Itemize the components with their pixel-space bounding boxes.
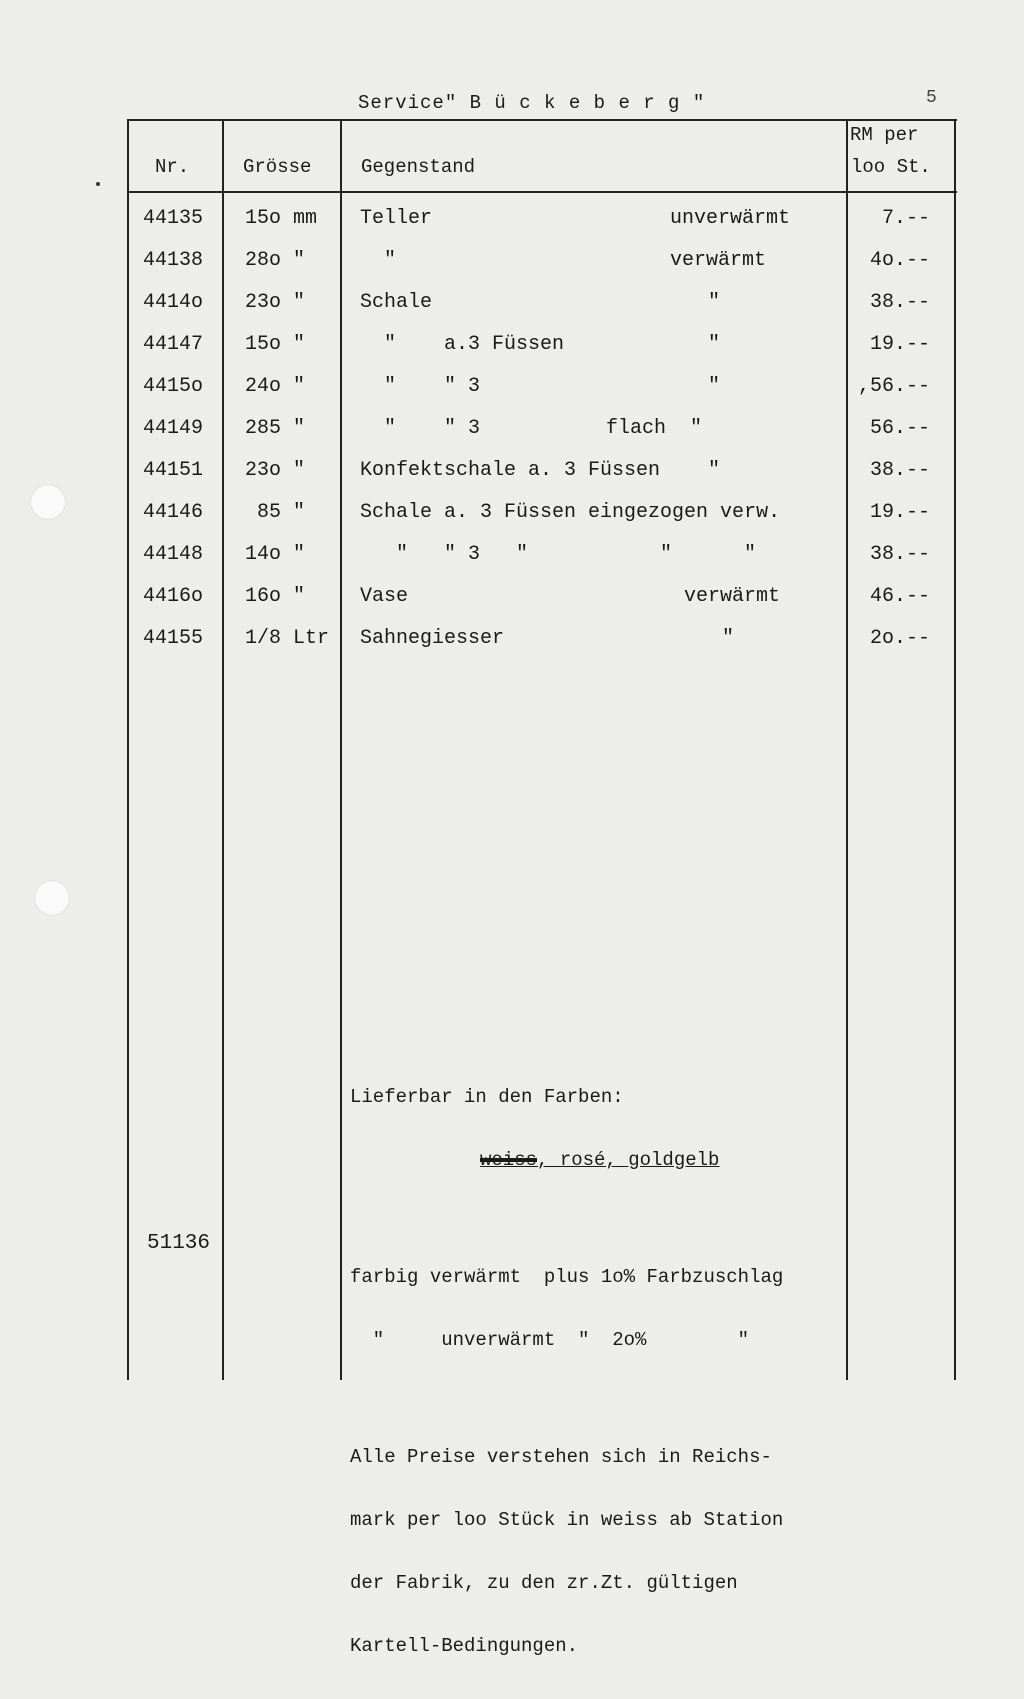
punch-hole: [34, 880, 70, 916]
item-price: 7.--: [881, 207, 930, 230]
item-name: " " 3: [372, 417, 481, 440]
colors-list: [350, 1150, 783, 1171]
item-price: 38.--: [869, 459, 930, 482]
colors-label: Lieferbar in den Farben:: [350, 1086, 624, 1108]
item-name: Vase: [360, 585, 409, 608]
item-price: ,56.--: [857, 375, 930, 398]
terms-line: Kartell-Bedingungen.: [350, 1635, 579, 1657]
item-number: 44135: [143, 207, 204, 230]
table-header-divider: [127, 191, 957, 193]
item-number: 4414o: [143, 291, 204, 314]
item-name: Teller: [360, 207, 433, 230]
page-title: Service" B ü c k e b e r g ": [358, 92, 706, 114]
item-number: 44149: [143, 417, 204, 440]
column-header-groesse: Grösse: [243, 156, 312, 178]
item-note: " ": [660, 543, 757, 566]
item-price: 38.--: [869, 291, 930, 314]
ink-speck: [96, 182, 100, 186]
item-size: 23o ": [245, 459, 306, 482]
item-size: 285 ": [245, 417, 306, 440]
item-price: 4o.--: [869, 249, 930, 272]
item-size: 15o mm: [245, 207, 318, 230]
item-price: 56.--: [869, 417, 930, 440]
column-header-price: RM per: [850, 124, 919, 146]
column-header-gegenstand: Gegenstand: [361, 156, 476, 178]
table-row: [0, 248, 1024, 290]
item-size: 14o ": [245, 543, 306, 566]
item-price: 19.--: [869, 333, 930, 356]
item-name: Schale a. 3 Füssen eingezogen verw.: [360, 501, 781, 524]
item-name: " a.3 Füssen: [372, 333, 565, 356]
colors-available: , rosé, goldgelb: [537, 1149, 720, 1171]
terms-line: Alle Preise verstehen sich in Reichs-: [350, 1446, 772, 1468]
item-number: 4416o: [143, 585, 204, 608]
column-header-price-unit: loo St.: [851, 156, 931, 178]
column-header-nr: Nr.: [155, 156, 190, 178]
terms-line: mark per loo Stück in weiss ab Station: [350, 1509, 784, 1531]
item-note: flach ": [606, 417, 703, 440]
item-number: 44147: [143, 333, 204, 356]
item-note: ": [708, 333, 721, 356]
item-note: ": [722, 627, 735, 650]
item-name: " " 3: [372, 375, 481, 398]
terms-line: der Fabrik, zu den zr.Zt. gültigen: [350, 1572, 738, 1594]
item-note: verwärmt: [684, 585, 781, 608]
table-row: [0, 542, 1024, 584]
catalog-number: 51136: [147, 1232, 211, 1255]
item-size: 15o ": [245, 333, 306, 356]
terms-notes: [350, 1045, 783, 1699]
item-number: 4415o: [143, 375, 204, 398]
table-row: [0, 206, 1024, 248]
item-price: 38.--: [869, 543, 930, 566]
price-table-body: [0, 206, 1024, 668]
item-number: 44148: [143, 543, 204, 566]
table-row: [0, 458, 1024, 500]
item-name: " " 3 ": [372, 543, 529, 566]
surcharge-line: " unverwärmt " 2o% ": [350, 1329, 750, 1351]
item-size: 1/8 Ltr: [245, 627, 330, 650]
table-row: [0, 500, 1024, 542]
item-price: 46.--: [869, 585, 930, 608]
item-note: ": [708, 375, 721, 398]
table-row: [0, 290, 1024, 332]
table-row: [0, 332, 1024, 374]
item-size: 28o ": [245, 249, 306, 272]
item-price: 2o.--: [869, 627, 930, 650]
item-name: Sahnegiesser: [360, 627, 505, 650]
table-row: [0, 584, 1024, 626]
item-note: ": [708, 459, 721, 482]
colors-struck: weiss: [480, 1149, 538, 1171]
page-number: 5: [926, 88, 937, 108]
item-name: Schale: [360, 291, 433, 314]
table-row: [0, 374, 1024, 416]
item-price: 19.--: [869, 501, 930, 524]
table-row: [0, 626, 1024, 668]
item-note: verwärmt: [670, 249, 767, 272]
item-number: 44151: [143, 459, 204, 482]
item-name: Konfektschale a. 3 Füssen: [360, 459, 661, 482]
surcharge-line: farbig verwärmt plus 1o% Farbzuschlag: [350, 1266, 784, 1288]
table-border-top: [127, 119, 957, 121]
item-size: 85 ": [245, 501, 306, 524]
item-number: 44155: [143, 627, 204, 650]
item-size: 16o ": [245, 585, 306, 608]
item-size: 23o ": [245, 291, 306, 314]
item-note: unverwärmt: [670, 207, 791, 230]
table-row: [0, 416, 1024, 458]
item-number: 44146: [143, 501, 204, 524]
item-number: 44138: [143, 249, 204, 272]
item-size: 24o ": [245, 375, 306, 398]
item-note: ": [708, 291, 721, 314]
item-name: ": [360, 249, 397, 272]
